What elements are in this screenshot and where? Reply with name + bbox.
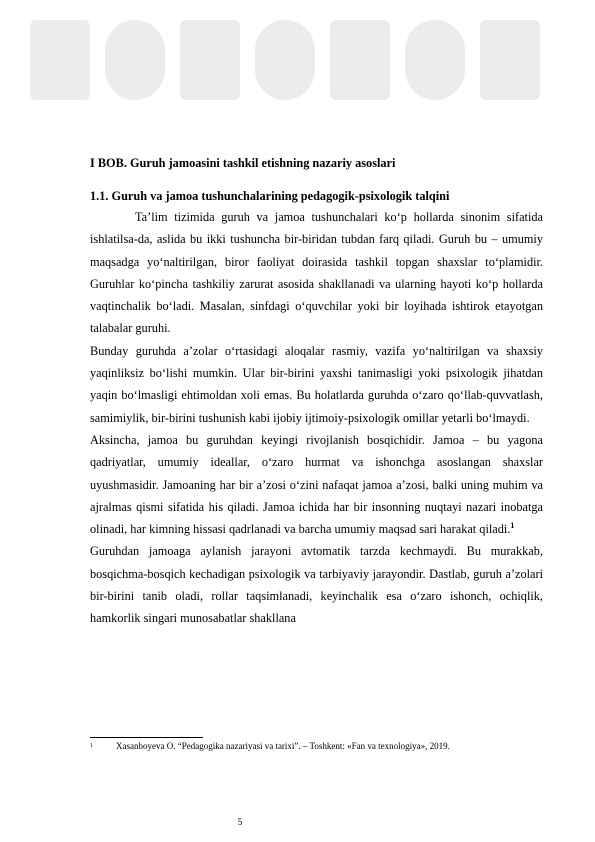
footnote-number: 1 bbox=[90, 743, 93, 749]
watermark-logo bbox=[30, 10, 565, 120]
section-heading: 1.1. Guruh va jamoa tushunchalarining pedagogik-psixologik talqini bbox=[90, 189, 450, 203]
paragraph-3-text: Aksincha, jamoa bu guruhdan keyingi rivojlanish bosqichidir. Jamoa – bu yagona qadriyatlar, umumiy ideallar, o‘zaro hurmat va ishonchga asoslangan shaxslar uyushmasidir. Jamoaning har bir a’zosi o‘zini nafaqat jamoa a’zosi, balki uning muhim va ajralmas qismi sifatida his qiladi. Jamoa ichida har bir insonning nuqtayi nazari inobatga olinadi, har kimning hissasi qadrlanadi va barcha umumiy maqsad sari harakat qiladi. bbox=[90, 432, 543, 537]
footnote bbox=[90, 740, 550, 752]
paragraph-1: Ta’lim tizimida guruh va jamoa tushunchalari ko‘p hollarda sinonim sifatida ishlatilsa-da, aslida bu ikki tushuncha bir-biridan tubdan farq qiladi. Guruh bu – umumiy maqsadga yo‘naltirilgan, biror faoliyat doirasida tashkil topgan shaxslar to‘plamidir. Guruhlar ko‘pincha tashkiliy zarurat asosida shakllanadi va ularning hayoti ko‘p hollarda vaqtinchalik bo‘ladi. Masalan, sinfdagi o‘quvchilar yoki bir loyihada ishtirok etayotgan talabalar guruhi. bbox=[90, 210, 543, 336]
page-number: 5 bbox=[237, 818, 243, 828]
footnote-divider bbox=[90, 737, 203, 738]
footnote-text: Xasanboyeva O. “Pedagogika nazariyasi va tarixi”. – Toshkent: «Fan va texnologiya», 2019. bbox=[116, 741, 450, 751]
footnote-reference[interactable]: 1 bbox=[510, 521, 515, 531]
chapter-heading: I BOB. Guruh jamoasini tashkil etishning nazariy asoslari bbox=[90, 156, 396, 170]
paragraph-4: Guruhdan jamoaga aylanish jarayoni avtomatik tarzda kechmaydi. Bu murakkab, bosqichma-bosqich kechadigan psixologik va tarbiyaviy jarayondir. Dastlab, guruh a’zolari bir-birini tanib oladi, rollar taqsimlanadi, keyinchalik esa o‘zaro ishonch, ochiqlik, hamkorlik singari munosabatlar shakllana bbox=[90, 544, 543, 626]
paragraph-2: Bunday guruhda a’zolar o‘rtasidagi aloqalar rasmiy, vazifa yo‘naltirilgan va shaxsiy yaqinliksiz bo‘lishi mumkin. Ular bir-birini yaxshi tanimasligi yoki psixologik jihatdan yaqin bo‘lmasligi ehtimoldan xoli emas. Bu holatlarda guruhda o‘zaro qo‘llab-quvvatlash, samimiylik, bir-birini tushunish kabi ijobiy ijtimoiy-psixologik omillar yetarli bo‘lmaydi. bbox=[90, 343, 543, 425]
page-body bbox=[90, 154, 543, 630]
paragraph-3 bbox=[90, 429, 543, 540]
